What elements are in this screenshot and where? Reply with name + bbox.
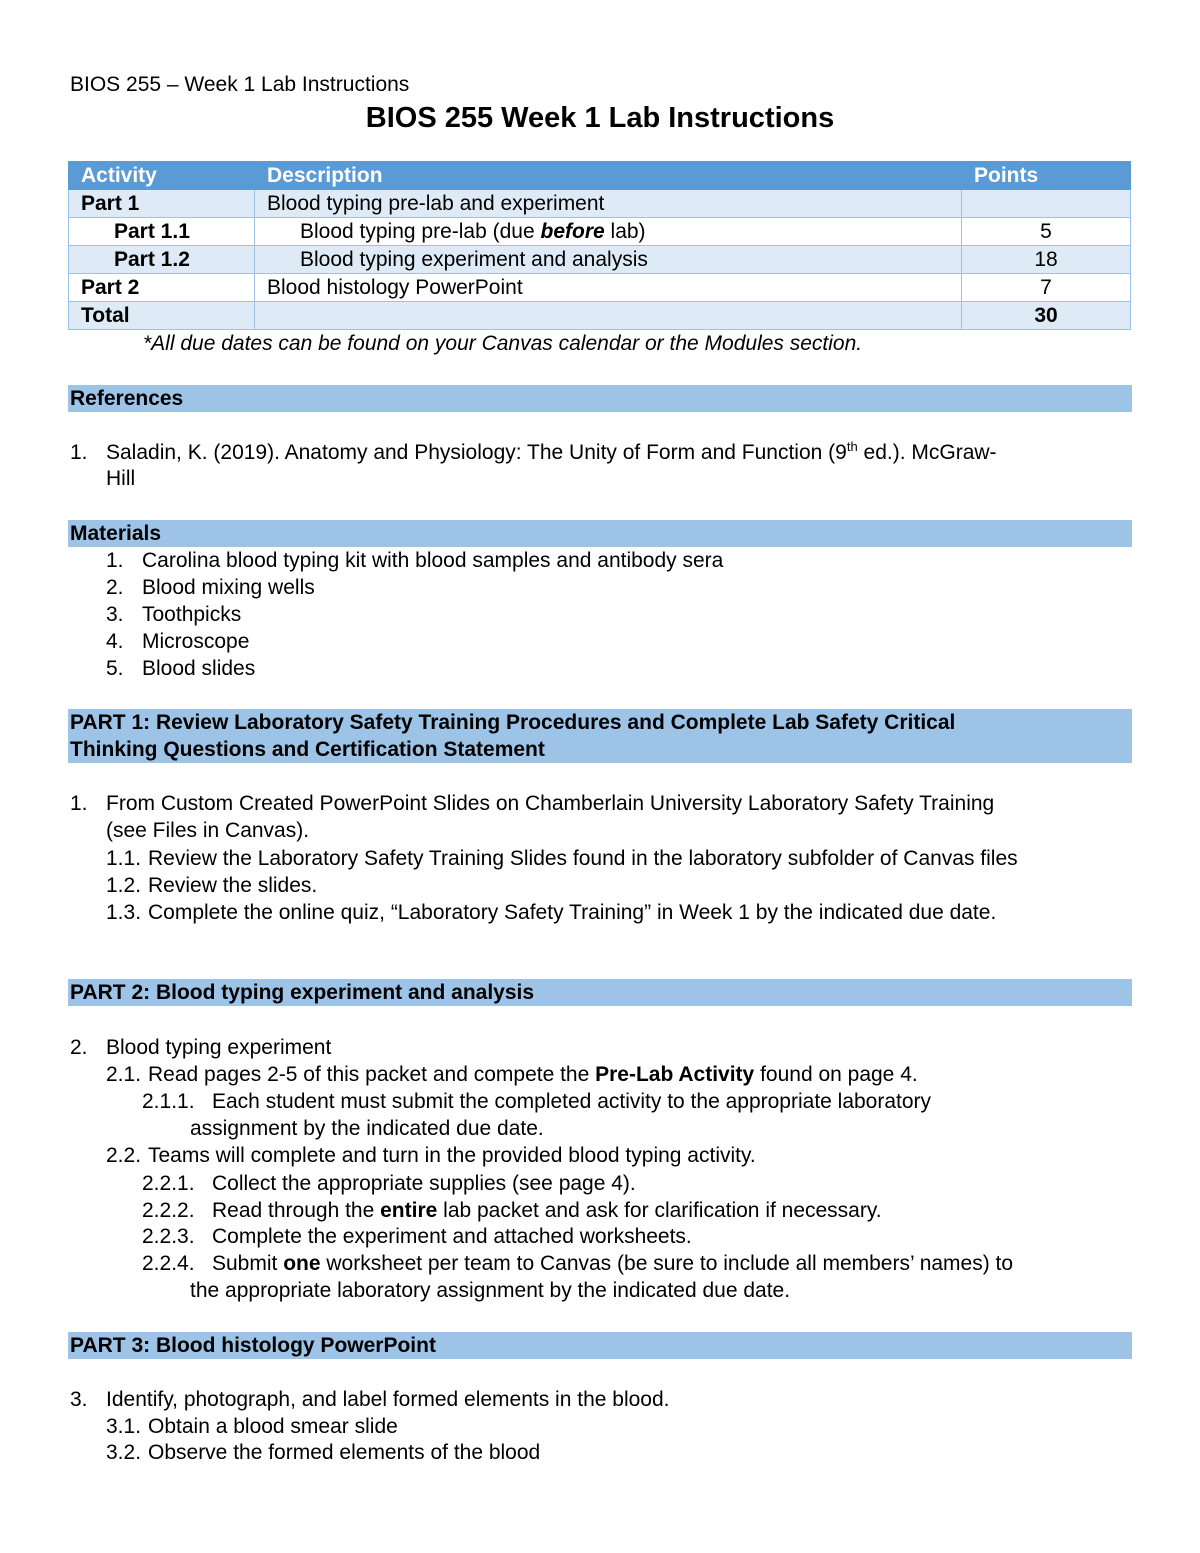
list-item: Obtain a blood smear slide [148,1415,398,1438]
list-number: 1. [70,441,88,464]
list-item: Teams will complete and turn in the provided blood typing activity. [148,1144,756,1167]
list-number: 5. [106,657,124,680]
list-number: 3.2. [106,1441,142,1464]
list-item-text: worksheet per team to Canvas (be sure to include all members’ names) to [320,1252,1014,1275]
list-item-text: Read pages 2-5 of this packet and compete the [148,1063,596,1086]
reference-text: Hill [106,467,136,490]
bold-text: entire [380,1199,438,1222]
description-cell: Blood typing experiment and analysis [255,246,962,274]
list-item: Observe the formed elements of the blood [148,1441,541,1464]
part1-heading-line: Thinking Questions and Certification Statement [70,738,545,761]
list-number: 2.1.1. [142,1090,195,1113]
list-number: 2. [106,576,124,599]
part1-heading [68,709,1132,763]
points-cell: 30 [962,302,1131,330]
part3-heading: PART 3: Blood histology PowerPoint [68,1332,1132,1359]
list-item: Blood slides [142,657,256,680]
reference-text [106,440,997,466]
description-text: lab) [604,219,646,243]
table-row [69,302,1131,330]
list-item-text: Read through the [212,1199,381,1222]
list-number: 2.2.2. [142,1199,195,1222]
list-item: Blood mixing wells [142,576,315,599]
description-cell: Blood typing pre-lab and experiment [255,190,962,218]
activity-cell: Part 1.2 [69,246,255,274]
list-number: 3. [70,1388,88,1411]
list-number: 2.2.4. [142,1252,195,1275]
table-row [69,246,1131,274]
description-text: Blood typing pre-lab (due [300,219,541,243]
list-item: Each student must submit the completed activity to the appropriate laboratory [212,1090,932,1113]
list-item: Review the Laboratory Safety Training Slides found in the laboratory subfolder of Canvas files [148,847,1018,870]
list-item: Identify, photograph, and label formed elements in the blood. [106,1388,670,1411]
list-item [148,1062,918,1088]
list-number: 2.1. [106,1063,142,1086]
table-row [69,218,1131,246]
page-title: BIOS 255 Week 1 Lab Instructions [365,102,835,134]
activity-cell: Part 2 [69,274,255,302]
column-header: Description [255,162,962,190]
points-cell: 7 [962,274,1131,302]
list-number: 2.2.3. [142,1225,195,1248]
part1-heading-line: PART 1: Review Laboratory Safety Training Procedures and Complete Lab Safety Critical [70,711,956,734]
due-date-note: *All due dates can be found on your Canvas calendar or the Modules section. [143,332,863,355]
list-item: the appropriate laboratory assignment by the indicated due date. [190,1279,791,1302]
list-item-text: found on page 4. [754,1063,918,1086]
list-number: 1.1. [106,847,142,870]
list-number: 2.2. [106,1144,142,1167]
points-table [68,161,1131,330]
activity-cell: Total [69,302,255,330]
reference-text-part: ed.). McGraw- [857,441,997,464]
list-number: 2.2.1. [142,1172,195,1195]
list-number: 1.3. [106,901,142,924]
list-item [212,1251,1013,1277]
materials-heading: Materials [68,520,1132,547]
list-item: Carolina blood typing kit with blood samples and antibody sera [142,549,724,572]
list-item: assignment by the indicated due date. [190,1117,544,1140]
emphasis-text: before [540,219,605,243]
list-item: Toothpicks [142,603,242,626]
table-header-row [69,162,1131,190]
list-item [212,1198,882,1224]
list-number: 2. [70,1036,88,1059]
activity-cell: Part 1 [69,190,255,218]
description-cell [255,218,962,246]
list-item: Collect the appropriate supplies (see page 4). [212,1172,636,1195]
list-item-text: Submit [212,1252,284,1275]
table-row [69,274,1131,302]
list-item: Complete the online quiz, “Laboratory Safety Training” in Week 1 by the indicated due date. [148,901,997,924]
list-number: 1.2. [106,874,142,897]
column-header: Points [962,162,1131,190]
table-row [69,190,1131,218]
list-item: From Custom Created PowerPoint Slides on Chamberlain University Laboratory Safety Training [106,792,995,815]
list-item: Blood typing experiment [106,1036,332,1059]
points-cell [962,190,1131,218]
column-header: Activity [69,162,255,190]
superscript: th [846,439,858,454]
list-item: (see Files in Canvas). [106,819,310,842]
list-number: 3. [106,603,124,626]
list-number: 1. [106,549,124,572]
bold-text: Pre-Lab Activity [595,1063,755,1086]
list-item: Review the slides. [148,874,318,897]
references-heading: References [68,385,1132,412]
running-header: BIOS 255 – Week 1 Lab Instructions [70,73,410,96]
activity-cell: Part 1.1 [69,218,255,246]
description-cell: Blood histology PowerPoint [255,274,962,302]
list-number: 1. [70,792,88,815]
list-item-text: lab packet and ask for clarification if necessary. [437,1199,882,1222]
list-item: Complete the experiment and attached worksheets. [212,1225,692,1248]
points-cell: 18 [962,246,1131,274]
list-item: Microscope [142,630,250,653]
description-cell [255,302,962,330]
reference-text-part: Saladin, K. (2019). Anatomy and Physiology: The Unity of Form and Function (9 [106,441,847,464]
list-number: 3.1. [106,1415,142,1438]
points-cell: 5 [962,218,1131,246]
list-number: 4. [106,630,124,653]
part2-heading: PART 2: Blood typing experiment and analysis [68,979,1132,1006]
bold-text: one [283,1252,321,1275]
